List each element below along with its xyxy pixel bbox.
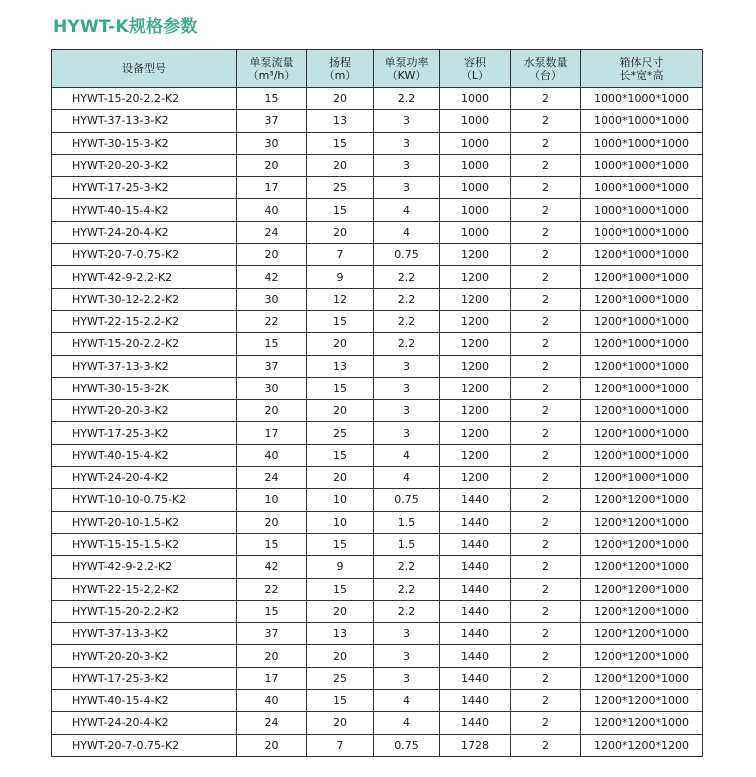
table-cell: 25 [307, 667, 374, 689]
table-cell: HYWT-37-13-3-K2 [52, 623, 237, 645]
table-cell: 15 [307, 199, 374, 221]
table-cell: 1000 [440, 177, 511, 199]
table-cell: HYWT-24-20-4-K2 [52, 467, 237, 489]
table-cell: 20 [307, 600, 374, 622]
table-cell: 1200*1200*1000 [581, 511, 703, 533]
table-cell: 2 [511, 667, 581, 689]
table-cell: 4 [374, 690, 440, 712]
table-cell: 13 [307, 623, 374, 645]
table-cell: 20 [307, 467, 374, 489]
table-cell: 20 [237, 154, 307, 176]
column-header-label: 单泵功率 [384, 55, 429, 69]
table-cell: 20 [237, 511, 307, 533]
table-cell: 1200*1000*1000 [581, 444, 703, 466]
table-cell: 1440 [440, 489, 511, 511]
table-cell: 4 [374, 467, 440, 489]
table-cell: HYWT-22-15-2.2-K2 [52, 578, 237, 600]
table-cell: 1200*1200*1000 [581, 690, 703, 712]
table-cell: 22 [237, 310, 307, 332]
column-header [440, 50, 511, 88]
table-cell: 1440 [440, 690, 511, 712]
table-row [52, 199, 703, 221]
table-cell: 20 [307, 221, 374, 243]
table-cell: 25 [307, 422, 374, 444]
table-cell: 42 [237, 266, 307, 288]
table-cell: 40 [237, 444, 307, 466]
table-cell: 1200 [440, 310, 511, 332]
table-cell: 20 [237, 400, 307, 422]
table-row [52, 556, 703, 578]
table-cell: 3 [374, 400, 440, 422]
table-cell: 15 [237, 533, 307, 555]
table-cell: 20 [307, 645, 374, 667]
table-row [52, 600, 703, 622]
table-cell: 25 [307, 177, 374, 199]
table-cell: 15 [237, 333, 307, 355]
table-cell: 20 [307, 400, 374, 422]
table-cell: 2 [511, 310, 581, 332]
table-cell: 24 [237, 221, 307, 243]
table-cell: 1200*1200*1000 [581, 556, 703, 578]
table-cell: 2 [511, 600, 581, 622]
table-cell: 1000*1000*1000 [581, 154, 703, 176]
table-row [52, 444, 703, 466]
table-cell: 1000*1000*1000 [581, 177, 703, 199]
table-cell: 15 [307, 444, 374, 466]
table-cell: 2 [511, 690, 581, 712]
table-cell: 2.2 [374, 600, 440, 622]
table-cell: 2 [511, 444, 581, 466]
table-row [52, 645, 703, 667]
table-cell: 1000*1000*1000 [581, 88, 703, 110]
table-cell: 30 [237, 132, 307, 154]
table-cell: 1200*1200*1000 [581, 667, 703, 689]
table-cell: 1000 [440, 199, 511, 221]
table-row [52, 623, 703, 645]
table-cell: 1200 [440, 444, 511, 466]
table-row [52, 310, 703, 332]
table-cell: 30 [237, 288, 307, 310]
table-cell: HYWT-15-20-2.2-K2 [52, 333, 237, 355]
table-cell: 20 [307, 333, 374, 355]
table-cell: 20 [237, 734, 307, 756]
table-cell: 1200*1000*1000 [581, 422, 703, 444]
table-cell: 3 [374, 623, 440, 645]
table-cell: 1200*1200*1000 [581, 489, 703, 511]
table-cell: 1000 [440, 221, 511, 243]
table-cell: 2 [511, 377, 581, 399]
table-row [52, 333, 703, 355]
table-cell: 2 [511, 88, 581, 110]
table-body [52, 88, 703, 757]
table-cell: 2 [511, 489, 581, 511]
table-cell: 1200*1000*1000 [581, 288, 703, 310]
table-cell: 20 [307, 88, 374, 110]
table-cell: HYWT-24-20-4-K2 [52, 712, 237, 734]
table-cell: HYWT-17-25-3-K2 [52, 177, 237, 199]
table-row [52, 578, 703, 600]
table-cell: 4 [374, 712, 440, 734]
table-cell: 4 [374, 444, 440, 466]
table-cell: HYWT-20-7-0.75-K2 [52, 734, 237, 756]
column-header [581, 50, 703, 88]
table-cell: 1440 [440, 645, 511, 667]
table-cell: 1200 [440, 355, 511, 377]
table-cell: 42 [237, 556, 307, 578]
table-cell: 9 [307, 556, 374, 578]
table-cell: 2 [511, 288, 581, 310]
column-header-label: 箱体尺寸 [619, 55, 664, 69]
table-cell: 1440 [440, 712, 511, 734]
table-cell: 12 [307, 288, 374, 310]
column-header [52, 50, 237, 88]
table-cell: HYWT-20-20-3-K2 [52, 154, 237, 176]
table-cell: 15 [307, 578, 374, 600]
table-cell: 1200*1200*1000 [581, 533, 703, 555]
table-cell: HYWT-40-15-4-K2 [52, 199, 237, 221]
table-cell: 2 [511, 645, 581, 667]
table-row [52, 177, 703, 199]
table-cell: 17 [237, 422, 307, 444]
table-cell: 15 [237, 88, 307, 110]
table-cell: 24 [237, 712, 307, 734]
table-cell: 1000*1000*1000 [581, 199, 703, 221]
column-header-label: 设备型号 [122, 62, 166, 75]
table-row [52, 511, 703, 533]
table-cell: HYWT-17-25-3-K2 [52, 667, 237, 689]
table-cell: 1200*1200*1000 [581, 623, 703, 645]
table-cell: 13 [307, 355, 374, 377]
table-cell: 2 [511, 712, 581, 734]
table-cell: 2 [511, 467, 581, 489]
table-row [52, 712, 703, 734]
table-cell: 15 [237, 600, 307, 622]
table-cell: HYWT-30-15-3-2K [52, 377, 237, 399]
table-cell: 2 [511, 355, 581, 377]
table-cell: 2 [511, 266, 581, 288]
table-cell: 3 [374, 110, 440, 132]
column-header-unit: （KW） [386, 68, 427, 82]
table-cell: 37 [237, 355, 307, 377]
table-cell: 1200 [440, 244, 511, 266]
table-cell: HYWT-30-15-3-K2 [52, 132, 237, 154]
table-cell: 40 [237, 690, 307, 712]
table-cell: 0.75 [374, 734, 440, 756]
table-cell: HYWT-20-7-0.75-K2 [52, 244, 237, 266]
table-cell: HYWT-40-15-4-K2 [52, 444, 237, 466]
table-cell: 1200 [440, 288, 511, 310]
table-cell: 1000 [440, 154, 511, 176]
table-cell: 1440 [440, 623, 511, 645]
column-header-label: 单泵流量 [249, 55, 294, 69]
table-cell: HYWT-37-13-3-K2 [52, 355, 237, 377]
table-cell: 2.2 [374, 266, 440, 288]
table-cell: 3 [374, 377, 440, 399]
column-header [307, 50, 374, 88]
table-cell: 1200*1000*1000 [581, 467, 703, 489]
column-header-unit: （L） [460, 68, 490, 82]
table-cell: 2 [511, 422, 581, 444]
table-cell: 1000*1000*1000 [581, 110, 703, 132]
table-cell: 1200 [440, 266, 511, 288]
table-cell: 15 [307, 310, 374, 332]
table-row [52, 221, 703, 243]
table-cell: 2 [511, 154, 581, 176]
table-cell: 13 [307, 110, 374, 132]
table-cell: 1200 [440, 377, 511, 399]
table-cell: 1728 [440, 734, 511, 756]
table-row [52, 667, 703, 689]
table-cell: 2 [511, 177, 581, 199]
table-cell: 2 [511, 110, 581, 132]
table-cell: 20 [307, 712, 374, 734]
table-cell: 7 [307, 734, 374, 756]
table-cell: 4 [374, 221, 440, 243]
table-cell: 20 [237, 244, 307, 266]
table-cell: 1200*1000*1000 [581, 266, 703, 288]
table-cell: 2 [511, 623, 581, 645]
table-row [52, 489, 703, 511]
table-row [52, 422, 703, 444]
table-cell: 1000 [440, 110, 511, 132]
table-cell: 2.2 [374, 88, 440, 110]
table-cell: 1440 [440, 556, 511, 578]
table-cell: 1200*1000*1000 [581, 310, 703, 332]
table-cell: HYWT-40-15-4-K2 [52, 690, 237, 712]
table-cell: 0.75 [374, 244, 440, 266]
table-cell: 2.2 [374, 556, 440, 578]
table-cell: 1000 [440, 88, 511, 110]
table-cell: 1200*1000*1000 [581, 244, 703, 266]
table-cell: 1200*1000*1000 [581, 333, 703, 355]
table-cell: 1440 [440, 533, 511, 555]
table-cell: 15 [307, 132, 374, 154]
table-cell: 1440 [440, 667, 511, 689]
table-cell: 2.2 [374, 333, 440, 355]
table-cell: HYWT-42-9-2.2-K2 [52, 556, 237, 578]
table-cell: 2 [511, 734, 581, 756]
table-cell: 15 [307, 377, 374, 399]
table-cell: 10 [307, 511, 374, 533]
column-header-unit: （m） [323, 68, 357, 82]
table-cell: 4 [374, 199, 440, 221]
table-cell: HYWT-15-20-2.2-K2 [52, 88, 237, 110]
table-cell: 1200*1200*1000 [581, 645, 703, 667]
table-cell: 37 [237, 110, 307, 132]
table-cell: 17 [237, 667, 307, 689]
table-cell: 3 [374, 355, 440, 377]
table-row [52, 355, 703, 377]
table-row [52, 132, 703, 154]
table-row [52, 734, 703, 756]
table-cell: 10 [237, 489, 307, 511]
table-cell: 20 [237, 645, 307, 667]
table-cell: 10 [307, 489, 374, 511]
column-header-label: 容积 [464, 55, 486, 69]
table-cell: 1200*1200*1000 [581, 712, 703, 734]
table-cell: 2.2 [374, 310, 440, 332]
table-cell: 15 [307, 690, 374, 712]
table-cell: HYWT-30-12-2.2-K2 [52, 288, 237, 310]
table-cell: 1000 [440, 132, 511, 154]
table-cell: 2 [511, 556, 581, 578]
table-cell: 1200 [440, 467, 511, 489]
table-cell: 0.75 [374, 489, 440, 511]
table-cell: HYWT-20-20-3-K2 [52, 645, 237, 667]
table-cell: HYWT-20-10-1.5-K2 [52, 511, 237, 533]
table-cell: HYWT-15-15-1.5-K2 [52, 533, 237, 555]
table-cell: 2 [511, 533, 581, 555]
table-cell: 2 [511, 244, 581, 266]
table-cell: 1200*1000*1000 [581, 400, 703, 422]
table-cell: 40 [237, 199, 307, 221]
table-row [52, 154, 703, 176]
table-cell: HYWT-37-13-3-K2 [52, 110, 237, 132]
table-cell: 1200 [440, 422, 511, 444]
table-cell: 2.2 [374, 578, 440, 600]
table-row [52, 377, 703, 399]
table-cell: HYWT-20-20-3-K2 [52, 400, 237, 422]
table-cell: 2 [511, 400, 581, 422]
table-row [52, 110, 703, 132]
table-row [52, 533, 703, 555]
table-row [52, 288, 703, 310]
table-cell: 30 [237, 377, 307, 399]
table-cell: 1440 [440, 600, 511, 622]
table-cell: 17 [237, 177, 307, 199]
table-cell: 7 [307, 244, 374, 266]
table-cell: 2 [511, 511, 581, 533]
table-cell: 2 [511, 578, 581, 600]
table-cell: 2 [511, 199, 581, 221]
table-cell: 1.5 [374, 533, 440, 555]
table-cell: 1440 [440, 578, 511, 600]
table-row [52, 266, 703, 288]
column-header-unit: （m³/h） [247, 68, 296, 82]
table-cell: 1000*1000*1000 [581, 221, 703, 243]
column-header-label: 水泵数量 [523, 55, 568, 69]
column-header-label: 扬程 [329, 55, 351, 69]
table-cell: 37 [237, 623, 307, 645]
table-cell: 1440 [440, 511, 511, 533]
table-cell: 1000*1000*1000 [581, 132, 703, 154]
table-cell: 3 [374, 645, 440, 667]
column-header-unit: 长*宽*高 [619, 68, 664, 82]
table-cell: 1200 [440, 333, 511, 355]
table-cell: 24 [237, 467, 307, 489]
table-cell: 2 [511, 132, 581, 154]
table-cell: 1200*1200*1000 [581, 600, 703, 622]
table-row [52, 88, 703, 110]
page-title: HYWT-K规格参数 [53, 17, 198, 37]
table-cell: 2 [511, 221, 581, 243]
table-cell: 1.5 [374, 511, 440, 533]
table-cell: 3 [374, 154, 440, 176]
table-cell: 9 [307, 266, 374, 288]
table-row [52, 400, 703, 422]
table-cell: 1200*1000*1000 [581, 377, 703, 399]
table-row [52, 690, 703, 712]
column-header-unit: （台） [529, 68, 562, 82]
table-cell: 1200*1200*1200 [581, 734, 703, 756]
table-cell: 22 [237, 578, 307, 600]
table-cell: 3 [374, 177, 440, 199]
table-cell: HYWT-42-9-2.2-K2 [52, 266, 237, 288]
column-header [374, 50, 440, 88]
table-cell: HYWT-24-20-4-K2 [52, 221, 237, 243]
spec-table [51, 49, 703, 757]
table-cell: 3 [374, 667, 440, 689]
table-cell: 1200*1000*1000 [581, 355, 703, 377]
column-header [237, 50, 307, 88]
table-cell: HYWT-22-15-2.2-K2 [52, 310, 237, 332]
table-cell: 2 [511, 333, 581, 355]
table-cell: 2.2 [374, 288, 440, 310]
column-header [511, 50, 581, 88]
table-cell: HYWT-17-25-3-K2 [52, 422, 237, 444]
table-cell: HYWT-15-20-2.2-K2 [52, 600, 237, 622]
table-cell: HYWT-10-10-0.75-K2 [52, 489, 237, 511]
table-header-row [52, 50, 703, 88]
table-cell: 3 [374, 422, 440, 444]
table-cell: 1200*1200*1000 [581, 578, 703, 600]
table-cell: 15 [307, 533, 374, 555]
table-cell: 3 [374, 132, 440, 154]
table-row [52, 244, 703, 266]
table-cell: 1200 [440, 400, 511, 422]
table-cell: 20 [307, 154, 374, 176]
table-row [52, 467, 703, 489]
